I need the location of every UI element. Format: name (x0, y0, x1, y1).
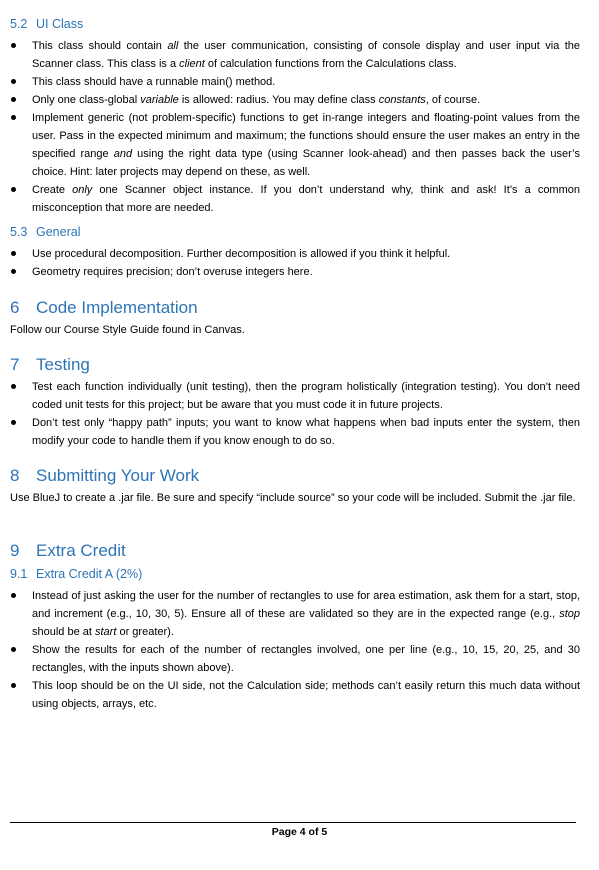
heading-number: 5.2 (10, 17, 28, 31)
list-item: Implement generic (not problem-specific) functions to get in-range integers and floating-point values from the user. Pass in the expected minimum and maximum; the functions should ensure the user makes an entry in the specified range and using the right data type (using Scanner look-ahead) and then passes back the user’s choice. Hint: later projects may depend on these, as well. (0, 109, 580, 181)
list-item: Show the results for each of the number of rectangles involved, one per line (e.g., 10, 15, 20, 25, and 30 rectangles, with the inputs shown above). (0, 641, 580, 677)
heading-6 (10, 298, 198, 318)
heading-title: Testing (36, 355, 90, 374)
heading-title: General (36, 225, 81, 239)
heading-9 (10, 541, 126, 561)
list-item: This loop should be on the UI side, not the Calculation side; methods can’t easily return this much data without using objects, arrays, etc. (0, 677, 580, 713)
bullet-icon (11, 43, 16, 48)
extra-credit-list (0, 587, 580, 713)
ui-class-list (0, 37, 580, 217)
bullet-icon (11, 420, 16, 425)
list-item: Don’t test only “happy path” inputs; you want to know what happens when bad inputs enter the system, then modify your code to handle them if you know enough to do so. (0, 414, 580, 450)
general-list (0, 245, 580, 281)
bullet-icon (11, 115, 16, 120)
heading-number: 8 (10, 466, 20, 485)
heading-title: Extra Credit A (2%) (36, 567, 143, 581)
list-item: This class should contain all the user communication, consisting of console display and user input via the Scanner class. This class is a client of calculation functions from the Calculations class. (0, 37, 580, 73)
heading-number: 9 (10, 541, 20, 560)
page-number: Page 4 of 5 (271, 826, 328, 838)
heading-7 (10, 355, 90, 375)
heading-8 (10, 466, 199, 486)
bullet-icon (11, 187, 16, 192)
bullet-icon (11, 251, 16, 256)
list-item: Use procedural decomposition. Further decomposition is allowed if you think it helpful. (0, 245, 580, 263)
heading-number: 9.1 (10, 567, 28, 581)
testing-list (0, 378, 580, 450)
bullet-icon (11, 79, 16, 84)
list-item: This class should have a runnable main() method. (0, 73, 580, 91)
heading-number: 5.3 (10, 225, 28, 239)
heading-5-2 (10, 17, 83, 31)
list-item: Geometry requires precision; don’t overuse integers here. (0, 263, 580, 281)
list-item: Test each function individually (unit testing), then the program holistically (integration testing). You don’t need coded unit tests for this project; but be aware that you must code it in future projects. (0, 378, 580, 414)
bullet-icon (11, 593, 16, 598)
bullet-icon (11, 384, 16, 389)
bullet-icon (11, 269, 16, 274)
bullet-icon (11, 647, 16, 652)
bullet-icon (11, 97, 16, 102)
submitting-text: Use BlueJ to create a .jar file. Be sure and specify “include source” so your code will be included. Submit the .jar file. (10, 492, 576, 504)
list-item: Instead of just asking the user for the number of rectangles to use for area estimation, ask them for a start, stop, and increment (e.g., 10, 30, 5). Ensure all of these are validated so they are in the expected range (e.g., stop should be at start or greater). (0, 587, 580, 641)
list-item: Create only one Scanner object instance. If you don’t understand why, think and ask! It’s a common misconception that more are needed. (0, 181, 580, 217)
heading-number: 6 (10, 298, 20, 317)
code-implementation-text: Follow our Course Style Guide found in Canvas. (10, 324, 245, 336)
heading-number: 7 (10, 355, 20, 374)
bullet-icon (11, 683, 16, 688)
heading-9-1 (10, 567, 142, 581)
heading-title: UI Class (36, 17, 84, 31)
heading-title: Submitting Your Work (36, 466, 200, 485)
footer-divider (10, 822, 576, 823)
list-item: Only one class-global variable is allowed: radius. You may define class constants, of course. (0, 91, 580, 109)
heading-title: Extra Credit (36, 541, 126, 560)
heading-5-3 (10, 225, 80, 239)
heading-title: Code Implementation (36, 298, 198, 317)
